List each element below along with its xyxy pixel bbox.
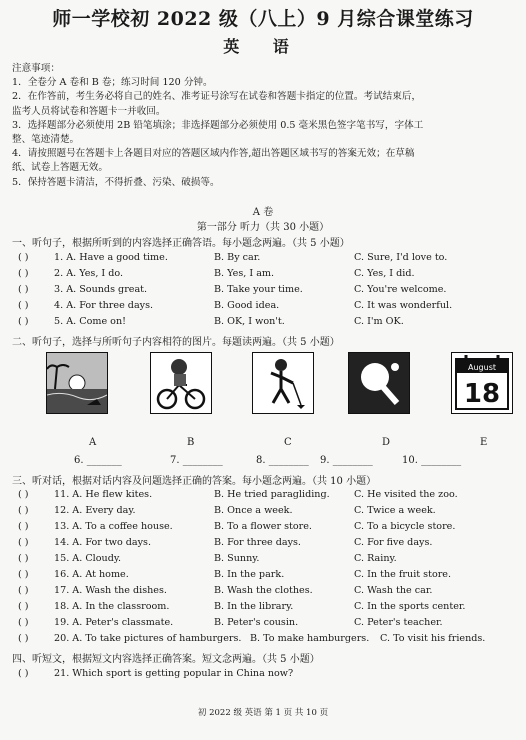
note-line: 2．在作答前，考生务必将自己的姓名、准考证号涂写在试卷和答题卡指定的位置。考试结束后， [12,91,422,103]
note-line: 监考人员将试卷和答题卡一并收回。 [12,105,166,117]
option-b: B. To make hamburgers. [250,633,370,644]
option-c: C. To a bicycle store. [354,521,456,532]
option-c: C. To visit his friends. [380,633,486,644]
answer-paren[interactable]: ( ) [18,553,29,564]
question-row [18,585,433,596]
option-b: B. Wash the clothes. [214,585,313,596]
picture-e-calendar [451,352,513,414]
picture-a-beach-sunset [46,352,108,414]
option-b: B. In the library. [214,601,294,612]
option-c: C. For five days. [354,537,433,548]
option-c: C. Peter's teacher. [354,617,443,628]
answer-paren[interactable]: ( ) [18,668,29,679]
option-a: 2. A. Yes, I do. [54,268,124,279]
section-4-heading: 四、听短文，根据短文内容选择正确答案。短文念两遍。（共 5 小题） [12,654,320,665]
answer-blank[interactable]: 10. ________ [402,455,462,466]
note-line: 5．保持答题卡清洁，不得折叠、污染、破损等。 [12,176,220,188]
picture-label: D [382,437,391,448]
volume-label: A 卷 [252,207,274,218]
question-row [18,537,433,548]
option-c: C. He visited the zoo. [354,489,458,500]
option-a: 13. A. To a coffee house. [54,521,173,532]
option-c: C. Rainy. [354,553,397,564]
option-c: C. Sure, I'd love to. [354,252,448,263]
note-line: 3．选择题部分必须使用 2B 铅笔填涂；非选择题部分必须使用 0.5 毫米黑色签字笔书写，字体工 [12,119,424,131]
answer-paren[interactable]: ( ) [18,489,29,500]
note-line: 1．全卷分 A 卷和 B 卷；练习时间 120 分钟。 [12,77,213,89]
page-footer: 初 2022 级 英语 第 1 页 共 10 页 [197,708,329,718]
option-a: 14. A. For two days. [54,537,152,548]
answer-paren[interactable]: ( ) [18,268,29,279]
notes-heading: 注意事项： [12,63,60,74]
answer-paren[interactable]: ( ) [18,521,29,532]
section-2-heading: 二、听句子，选择与所听句子内容相符的图片。每题读两遍。（共 5 小题） [12,337,340,348]
part-title: 第一部分 听力（共 30 小题） [196,222,330,233]
option-a: 12. A. Every day. [54,505,136,516]
note-line: 4．请按照题号在答题卡上各题目对应的答题区域内作答,超出答题区域书写的答案无效；在草稿 [12,148,415,160]
picture-label: E [480,437,488,448]
picture-label: A [89,437,97,448]
answer-blank[interactable]: 8. ________ [256,455,309,466]
option-c: C. You're welcome. [354,284,447,295]
option-c: C. In the fruit store. [354,569,452,580]
answer-paren[interactable]: ( ) [18,585,29,596]
note-line: 整、笔迹清楚。 [12,134,80,146]
exam-title: 师一学校初 2022 级（八上）9 月综合课堂练习 [52,8,474,30]
calendar-month: August [468,363,496,372]
option-a: 19. A. Peter's classmate. [54,617,174,628]
note-line: 纸、试卷上答题无效。 [12,162,108,174]
question-row [18,668,294,679]
option-b: B. Peter's cousin. [214,617,299,628]
option-c: C. Wash the car. [354,585,433,596]
subject-title: 英 语 [223,37,303,56]
question-row [18,489,458,500]
notes-block [12,62,516,190]
option-a: 20. A. To take pictures of hamburgers. [54,633,242,644]
picture-label: C [284,437,292,448]
question-row [18,268,415,279]
question-row [18,252,448,263]
section-1-heading: 一、听句子，根据所听到的内容选择正确答语。每小题念两遍。（共 5 小题） [12,238,350,249]
option-b: B. Sunny. [214,553,260,564]
answer-paren[interactable]: ( ) [18,505,29,516]
option-b: B. To a flower store. [214,521,312,532]
option-a: 18. A. In the classroom. [54,601,170,612]
option-b: B. Yes, I am. [214,268,275,279]
question-row [18,633,486,644]
option-b: B. By car. [214,252,261,263]
option-b: B. Take your time. [214,284,303,295]
option-b: B. OK, I won't. [214,316,285,327]
option-a: 15. A. Cloudy. [54,553,122,564]
answer-blank[interactable]: 9. ________ [320,455,373,466]
answer-paren[interactable]: ( ) [18,569,29,580]
section-3-heading: 三、听对话，根据对话内容及问题选择正确的答案。每小题念两遍。（共 10 小题） [12,476,377,487]
option-a: 16. A. At home. [54,569,129,580]
question-row [18,284,447,295]
answer-paren[interactable]: ( ) [18,252,29,263]
question-row [18,300,453,311]
question-row [18,505,436,516]
question-row [18,553,397,564]
option-a: 17. A. Wash the dishes. [54,585,167,596]
option-b: B. In the park. [214,569,285,580]
question-text: 21. Which sport is getting popular in China now? [54,668,294,679]
picture-b-cycling-kid [150,352,212,414]
question-row [18,521,456,532]
answer-paren[interactable]: ( ) [18,617,29,628]
option-a: 1. A. Have a good time. [54,252,168,263]
picture-d-table-tennis [348,352,410,414]
option-a: 4. A. For three days. [54,300,154,311]
answer-paren[interactable]: ( ) [18,633,29,644]
answer-blank[interactable]: 6. _______ [74,455,122,466]
option-a: 11. A. He flew kites. [54,489,153,500]
question-row [18,316,404,327]
question-row [18,617,443,628]
option-c: C. Twice a week. [354,505,436,516]
question-row [18,601,466,612]
calendar-day: 18 [463,379,501,409]
option-b: B. Once a week. [214,505,293,516]
question-row [18,569,452,580]
option-a: 3. A. Sounds great. [54,284,148,295]
option-c: C. Yes, I did. [354,268,415,279]
answer-paren[interactable]: ( ) [18,537,29,548]
picture-label: B [187,437,195,448]
picture-c-sweeping-boy [252,352,314,414]
answer-blank[interactable]: 7. ________ [170,455,223,466]
option-b: B. For three days. [214,537,301,548]
answer-paren[interactable]: ( ) [18,601,29,612]
answer-paren[interactable]: ( ) [18,316,29,327]
option-c: C. I'm OK. [354,316,404,327]
option-c: C. In the sports center. [354,601,466,612]
option-b: B. He tried paragliding. [214,489,330,500]
answer-paren[interactable]: ( ) [18,300,29,311]
option-a: 5. A. Come on! [54,316,126,327]
option-c: C. It was wonderful. [354,300,453,311]
answer-paren[interactable]: ( ) [18,284,29,295]
option-b: B. Good idea. [214,300,280,311]
